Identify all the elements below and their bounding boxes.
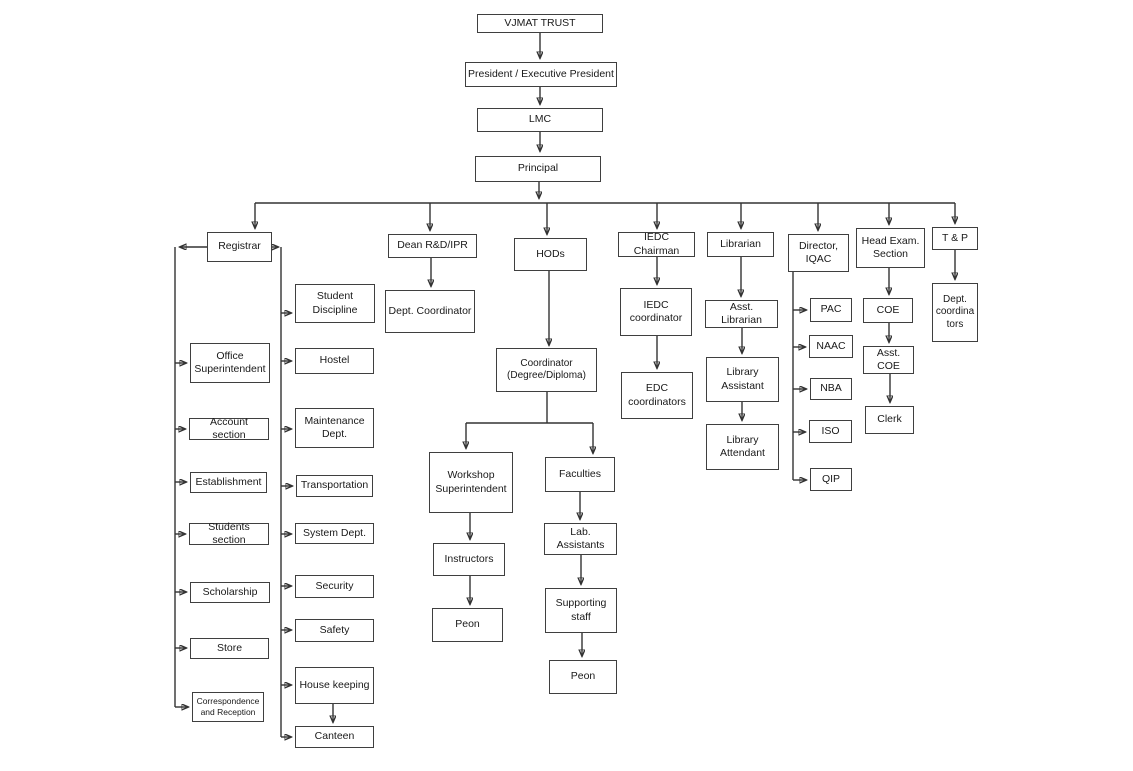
node-transportation: Transportation bbox=[296, 475, 373, 497]
node-coordinator-degree-diploma: Coordinator (Degree/Diploma) bbox=[496, 348, 597, 392]
node-library-attendant: Library Attendant bbox=[706, 424, 779, 470]
node-safety: Safety bbox=[295, 619, 374, 642]
node-t-and-p: T & P bbox=[932, 227, 978, 250]
node-librarian: Librarian bbox=[707, 232, 774, 257]
node-director-iqac: Director, IQAC bbox=[788, 234, 849, 272]
node-students-section: Students section bbox=[189, 523, 269, 545]
node-supporting-staff: Supporting staff bbox=[545, 588, 617, 633]
node-qip: QIP bbox=[810, 468, 852, 491]
node-dept-coordinators-tp: Dept. coordinators bbox=[932, 283, 978, 342]
node-faculties: Faculties bbox=[545, 457, 615, 492]
node-president: President / Executive President bbox=[465, 62, 617, 87]
node-hods: HODs bbox=[514, 238, 587, 271]
node-dean-rd-ipr: Dean R&D/IPR bbox=[388, 234, 477, 258]
node-peon-supporting: Peon bbox=[549, 660, 617, 694]
node-registrar: Registrar bbox=[207, 232, 272, 262]
node-dept-coordinator: Dept. Coordinator bbox=[385, 290, 475, 333]
node-asst-coe: Asst. COE bbox=[863, 346, 914, 374]
node-nba: NBA bbox=[810, 378, 852, 400]
node-peon-workshop: Peon bbox=[432, 608, 503, 642]
node-naac: NAAC bbox=[809, 335, 853, 358]
node-iedc-chairman: IEDC Chairman bbox=[618, 232, 695, 257]
node-store: Store bbox=[190, 638, 269, 659]
node-trust: VJMAT TRUST bbox=[477, 14, 603, 33]
node-head-exam-section: Head Exam. Section bbox=[856, 228, 925, 268]
node-lab-assistants: Lab. Assistants bbox=[544, 523, 617, 555]
node-hostel: Hostel bbox=[295, 348, 374, 374]
node-lmc: LMC bbox=[477, 108, 603, 132]
node-office-superintendent: Office Superintendent bbox=[190, 343, 270, 383]
node-scholarship: Scholarship bbox=[190, 582, 270, 603]
node-system-dept: System Dept. bbox=[295, 523, 374, 544]
node-house-keeping: House keeping bbox=[295, 667, 374, 704]
node-library-assistant: Library Assistant bbox=[706, 357, 779, 402]
node-student-discipline: Student Discipline bbox=[295, 284, 375, 323]
node-security: Security bbox=[295, 575, 374, 598]
node-instructors: Instructors bbox=[433, 543, 505, 576]
node-canteen: Canteen bbox=[295, 726, 374, 748]
node-asst-librarian: Asst. Librarian bbox=[705, 300, 778, 328]
node-correspondence-reception: Correspondence and Reception bbox=[192, 692, 264, 722]
node-principal: Principal bbox=[475, 156, 601, 182]
node-maintenance-dept: Maintenance Dept. bbox=[295, 408, 374, 448]
node-account-section: Account section bbox=[189, 418, 269, 440]
node-coe: COE bbox=[863, 298, 913, 323]
node-pac: PAC bbox=[810, 298, 852, 322]
node-iso: ISO bbox=[809, 420, 852, 443]
node-establishment: Establishment bbox=[190, 472, 267, 493]
node-edc-coordinators: EDC coordinators bbox=[621, 372, 693, 419]
node-workshop-superintendent: Workshop Superintendent bbox=[429, 452, 513, 513]
node-clerk: Clerk bbox=[865, 406, 914, 434]
node-iedc-coordinator: IEDC coordinator bbox=[620, 288, 692, 336]
